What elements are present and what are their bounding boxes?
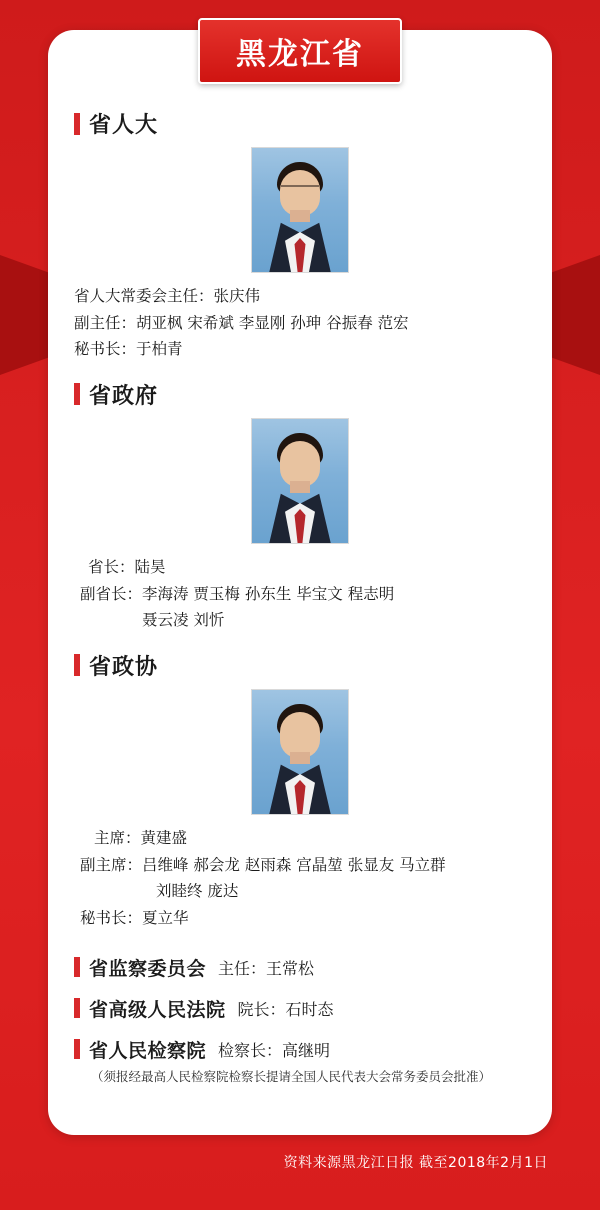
section-supervision bbox=[74, 954, 526, 981]
list-item: 省人大常委会主任：张庆伟 bbox=[74, 287, 261, 305]
section-title-procuratorate: 省人民检察院 bbox=[89, 1039, 207, 1062]
source-footer: 资料来源黑龙江日报 截至2018年2月1日 bbox=[283, 1155, 548, 1171]
accent-bar-icon bbox=[74, 998, 80, 1018]
section-header-government bbox=[74, 379, 526, 410]
section-title-supervision: 省监察委员会 bbox=[89, 957, 207, 980]
portrait-photo bbox=[251, 147, 349, 273]
section-detail-procuratorate: 检察长：高继明 bbox=[218, 1040, 331, 1060]
content-body bbox=[48, 80, 552, 1135]
portrait-photo bbox=[251, 689, 349, 815]
portrait-neck bbox=[290, 210, 310, 222]
list-item: 刘睦终 庞达 bbox=[156, 882, 239, 901]
cppcc-lines bbox=[74, 825, 526, 932]
list-item: 主席：黄建盛 bbox=[94, 828, 188, 847]
list-item: 副省长：李海涛 贾玉梅 孙东生 毕宝文 程志明 bbox=[80, 584, 395, 603]
footnote: （须报经最高人民检察院检察长提请全国人民代表大会常务委员会批准） bbox=[91, 1068, 492, 1084]
section-procuratorate bbox=[74, 1036, 526, 1063]
section-title-cppcc: 省政协 bbox=[89, 654, 159, 680]
section-title-government: 省政府 bbox=[89, 383, 159, 409]
list-item: 聂云凌 刘忻 bbox=[142, 611, 225, 630]
list-item: 副主席：吕维峰 郝会龙 赵雨森 宫晶堃 张显友 马立群 bbox=[80, 855, 446, 874]
accent-bar-icon bbox=[74, 383, 80, 405]
list-item: 秘书长：夏立华 bbox=[80, 908, 189, 927]
list-item: 省长：陆昊 bbox=[88, 557, 166, 576]
section-high-court bbox=[74, 995, 526, 1022]
accent-bar-icon bbox=[74, 957, 80, 977]
accent-bar-icon bbox=[74, 1039, 80, 1059]
list-item: 副主任：胡亚枫 宋希斌 李显刚 孙珅 谷振春 范宏 bbox=[74, 313, 409, 332]
government-lines bbox=[74, 554, 526, 634]
glasses-icon bbox=[281, 185, 319, 194]
portrait-photo bbox=[251, 418, 349, 544]
poster-title-banner bbox=[198, 18, 402, 84]
section-detail-supervision: 主任：王常松 bbox=[218, 958, 315, 978]
section-title-npc: 省人大 bbox=[89, 113, 159, 138]
accent-bar-icon bbox=[74, 654, 80, 676]
portrait-npc-wrap bbox=[74, 147, 526, 273]
section-detail-high-court: 院长：石时态 bbox=[237, 999, 334, 1019]
section-title-high-court: 省高级人民法院 bbox=[89, 998, 226, 1021]
portrait-government-wrap bbox=[74, 418, 526, 544]
accent-bar-icon bbox=[74, 113, 80, 135]
portrait-neck bbox=[290, 752, 310, 764]
section-header-cppcc bbox=[74, 650, 526, 681]
page-title: 黑龙江省 bbox=[236, 37, 364, 72]
npc-lines bbox=[74, 283, 526, 363]
section-header-npc bbox=[74, 108, 526, 139]
portrait-cppcc-wrap bbox=[74, 689, 526, 815]
list-item: 秘书长：于柏青 bbox=[74, 340, 183, 359]
portrait-neck bbox=[290, 481, 310, 493]
